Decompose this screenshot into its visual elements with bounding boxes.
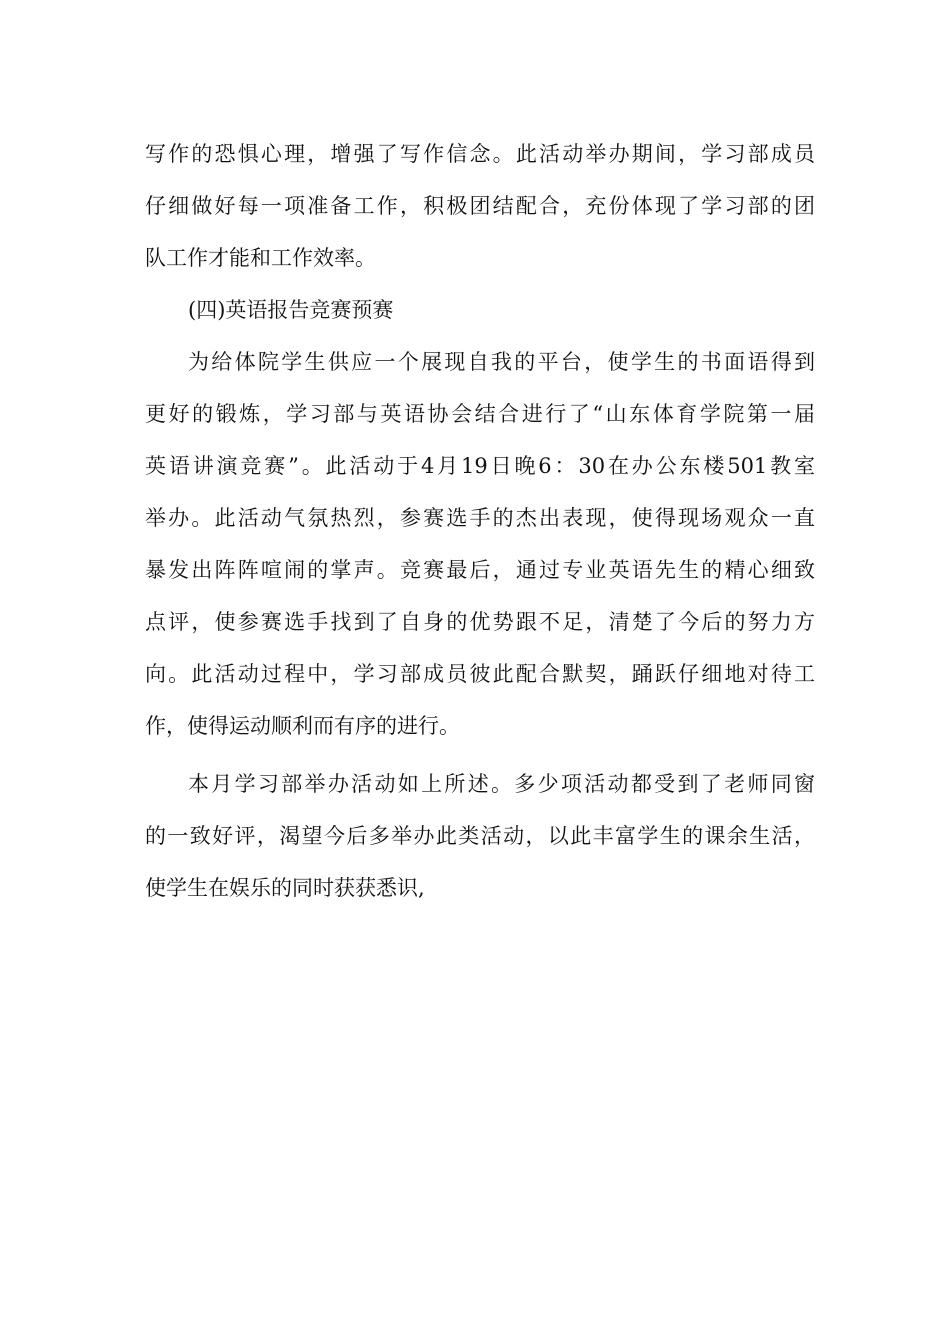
paragraph-summary [145,758,815,914]
paragraph-line: 仔细做好每一项准备工作，积极团结配合，充份体现了学习部的团 [145,194,815,218]
paragraph-line: 本月学习部举办活动如上所述。多少项活动都受到了老师同窗 [188,772,815,796]
paragraph-line: 为给体院学生供应一个展现自我的平台，使学生的书面语得到 [188,350,815,374]
paragraph-line: 写作的恐惧心理，增强了写作信念。此活动举办期间，学习部成员 [145,142,815,166]
section-heading: (四)英语报告竞赛预赛 [188,298,394,322]
paragraph-line: 暴发出阵阵喧闹的掌声。竞赛最后，通过专业英语先生的精心细致 [145,558,815,582]
paragraph-writing-activity [145,128,815,284]
paragraph-english-contest [145,336,815,752]
paragraph-line: 更好的锻炼，学习部与英语协会结合进行了“山东体育学院第一届 [145,402,815,426]
paragraph-line: 英语讲演竞赛”。此活动于4月19日晚6：30在办公东楼501教室 [145,454,815,478]
paragraph-line: 举办。此活动气氛热烈，参赛选手的杰出表现，使得现场观众一直 [145,506,815,530]
paragraph-line: 作，使得运动顺利而有序的进行。 [145,714,460,738]
paragraph-line: 的一致好评，渴望今后多举办此类活动，以此丰富学生的课余生活， [145,824,815,848]
section-heading-english-contest [145,284,815,336]
paragraph-line: 向。此活动过程中，学习部成员彼此配合默契，踊跃仔细地对待工 [145,662,815,686]
paragraph-line: 点评，使参赛选手找到了自身的优势跟不足，清楚了今后的努力方 [145,610,815,634]
paragraph-line: 队工作才能和工作效率。 [145,246,376,270]
paragraph-line: 使学生在娱乐的同时获获悉识, [145,876,425,900]
document-body [145,128,815,914]
